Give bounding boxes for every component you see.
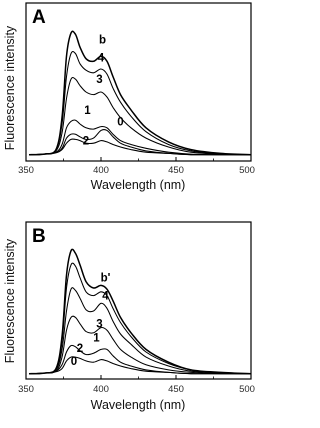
x-tick-label-a-350: 350 — [18, 165, 34, 176]
series-label-b-6: 0 — [70, 355, 78, 368]
series-label-a-3: 3 — [96, 74, 103, 87]
series-label-a-4: 1 — [84, 104, 91, 117]
panel-a — [3, 3, 255, 192]
series-label-a-1: b — [98, 34, 107, 47]
x-tick-label-b-500: 500 — [239, 384, 255, 395]
x-tick-label-b-450: 450 — [168, 384, 184, 395]
x-axis-label-a: Wavelength (nm) — [90, 178, 186, 192]
x-tick-label-a-400: 400 — [93, 165, 109, 176]
series-line-a-1 — [29, 31, 251, 154]
series-label-b-3: 3 — [96, 318, 103, 331]
y-axis-label-b: Fluorescence intensity — [3, 238, 17, 364]
x-tick-label-b-400: 400 — [93, 384, 109, 395]
panel-label-b: B — [32, 226, 46, 247]
panel-b — [3, 222, 255, 412]
series-label-a-5: 0 — [117, 116, 124, 129]
series-label-a-6: 2 — [82, 135, 90, 148]
series-line-a-2 — [29, 51, 251, 154]
x-tick-label-a-500: 500 — [239, 165, 255, 176]
x-tick-label-b-350: 350 — [18, 384, 34, 395]
series-label-a-2: 4 — [97, 52, 105, 65]
panel-label-a: A — [32, 7, 46, 28]
plot-area-b — [26, 249, 251, 379]
series-label-b-4: 1 — [93, 332, 100, 345]
x-tick-label-a-450: 450 — [168, 165, 184, 176]
y-axis-label-a: Fluorescence intensity — [3, 25, 17, 151]
plot-area-a — [26, 31, 251, 161]
series-label-b-2: 4 — [102, 290, 109, 303]
series-label-b-1: b' — [100, 272, 111, 285]
series-label-b-5: 2 — [76, 342, 84, 355]
x-axis-label-b: Wavelength (nm) — [90, 398, 186, 412]
